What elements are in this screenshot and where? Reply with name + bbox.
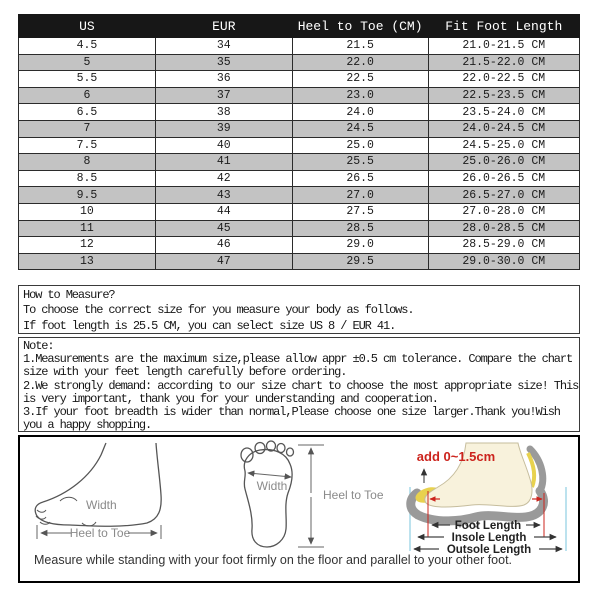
how-to-measure-title: How to Measure?	[23, 288, 115, 302]
table-cell: 34	[155, 38, 292, 55]
table-cell: 36	[155, 71, 292, 88]
size-table-body	[19, 38, 580, 270]
table-row	[19, 187, 580, 204]
table-cell: 47	[155, 253, 292, 270]
table-cell: 24.5	[292, 120, 428, 137]
table-cell: 11	[19, 220, 156, 237]
note-item-1: 1.Measurements are the maximum size,please allow appr ±0.5 cm tolerance. Compare the chart size with your feet length carefully before ordering.	[23, 352, 573, 380]
table-cell: 5	[19, 54, 156, 71]
table-cell: 38	[155, 104, 292, 121]
side-foot-heel-to-toe-label: Heel to Toe	[69, 526, 131, 540]
side-foot-width-label: Width	[86, 498, 117, 512]
table-cell: 22.0-22.5 CM	[428, 71, 580, 88]
table-cell: 44	[155, 203, 292, 220]
footprint-width-label: Width	[256, 479, 288, 493]
table-row	[19, 87, 580, 104]
foot-length-label: Foot Length	[454, 520, 522, 532]
measurement-diagram-box	[18, 435, 580, 583]
table-cell: 37	[155, 87, 292, 104]
table-row	[19, 220, 580, 237]
how-to-measure-box	[18, 285, 580, 334]
table-cell: 22.0	[292, 54, 428, 71]
table-cell: 9.5	[19, 187, 156, 204]
note-item-3: 3.If your foot breadth is wider than normal,Please choose one size larger.Thank you!Wish you a happy shopping.	[23, 405, 560, 433]
table-row	[19, 120, 580, 137]
table-cell: 40	[155, 137, 292, 154]
footprint-illustration	[241, 441, 384, 547]
table-cell: 46	[155, 237, 292, 254]
table-cell: 29.0-30.0 CM	[428, 253, 580, 270]
table-cell: 26.5	[292, 170, 428, 187]
header-eur: EUR	[155, 15, 292, 38]
table-row	[19, 170, 580, 187]
how-to-measure-line-1: To choose the correct size for you measure your body as follows.	[23, 303, 414, 318]
table-cell: 25.0-26.0 CM	[428, 154, 580, 171]
table-cell: 28.5	[292, 220, 428, 237]
how-to-measure-line-2: If foot length is 25.5 CM, you can select size US 8 / EUR 41.	[23, 318, 396, 333]
table-header-row	[19, 15, 580, 38]
outsole-length-label: Outsole Length	[446, 544, 532, 556]
note-item-2: 2.We strongly demand: according to our size chart to choose the most appropriate size! This is very important, thank you for your understanding and cooperation.	[23, 378, 579, 406]
table-cell: 27.5	[292, 203, 428, 220]
table-cell: 24.0-24.5 CM	[428, 120, 580, 137]
table-row	[19, 154, 580, 171]
table-cell: 7.5	[19, 137, 156, 154]
table-cell: 12	[19, 237, 156, 254]
table-cell: 7	[19, 120, 156, 137]
table-cell: 39	[155, 120, 292, 137]
table-cell: 21.0-21.5 CM	[428, 38, 580, 55]
table-cell: 29.0	[292, 237, 428, 254]
side-foot-illustration	[35, 443, 161, 540]
table-cell: 6	[19, 87, 156, 104]
table-row	[19, 237, 580, 254]
note-title: Note:	[23, 339, 54, 353]
table-cell: 25.5	[292, 154, 428, 171]
table-cell: 42	[155, 170, 292, 187]
table-row	[19, 54, 580, 71]
table-row	[19, 137, 580, 154]
table-row	[19, 203, 580, 220]
table-cell: 21.5	[292, 38, 428, 55]
table-cell: 28.0-28.5 CM	[428, 220, 580, 237]
table-cell: 29.5	[292, 253, 428, 270]
table-cell: 41	[155, 154, 292, 171]
table-cell: 26.5-27.0 CM	[428, 187, 580, 204]
header-us: US	[19, 15, 156, 38]
note-box	[18, 337, 580, 432]
insole-length-label: Insole Length	[451, 532, 527, 544]
table-cell: 6.5	[19, 104, 156, 121]
footprint-heel-to-toe-label: Heel to Toe	[323, 488, 384, 502]
table-cell: 22.5	[292, 71, 428, 88]
table-cell: 13	[19, 253, 156, 270]
diagram-caption: Measure while standing with your foot firmly on the floor and parallel to your other foot.	[34, 553, 513, 567]
table-cell: 28.5-29.0 CM	[428, 237, 580, 254]
table-cell: 24.0	[292, 104, 428, 121]
add-allowance-label: add 0~1.5cm	[416, 449, 496, 464]
table-row	[19, 71, 580, 88]
table-cell: 24.5-25.0 CM	[428, 137, 580, 154]
table-row	[19, 104, 580, 121]
table-cell: 35	[155, 54, 292, 71]
table-cell: 43	[155, 187, 292, 204]
header-fit-foot-length: Fit Foot Length	[428, 15, 580, 38]
header-heel-to-toe: Heel to Toe (CM)	[292, 15, 428, 38]
table-cell: 8	[19, 154, 156, 171]
table-cell: 10	[19, 203, 156, 220]
size-table	[18, 14, 580, 270]
table-cell: 25.0	[292, 137, 428, 154]
table-cell: 21.5-22.0 CM	[428, 54, 580, 71]
table-cell: 23.0	[292, 87, 428, 104]
table-cell: 27.0-28.0 CM	[428, 203, 580, 220]
table-cell: 4.5	[19, 38, 156, 55]
table-cell: 5.5	[19, 71, 156, 88]
table-cell: 45	[155, 220, 292, 237]
shoe-cross-section-illustration	[410, 443, 566, 556]
table-row	[19, 253, 580, 270]
table-cell: 8.5	[19, 170, 156, 187]
table-cell: 27.0	[292, 187, 428, 204]
table-cell: 22.5-23.5 CM	[428, 87, 580, 104]
table-cell: 23.5-24.0 CM	[428, 104, 580, 121]
table-row	[19, 38, 580, 55]
table-cell: 26.0-26.5 CM	[428, 170, 580, 187]
